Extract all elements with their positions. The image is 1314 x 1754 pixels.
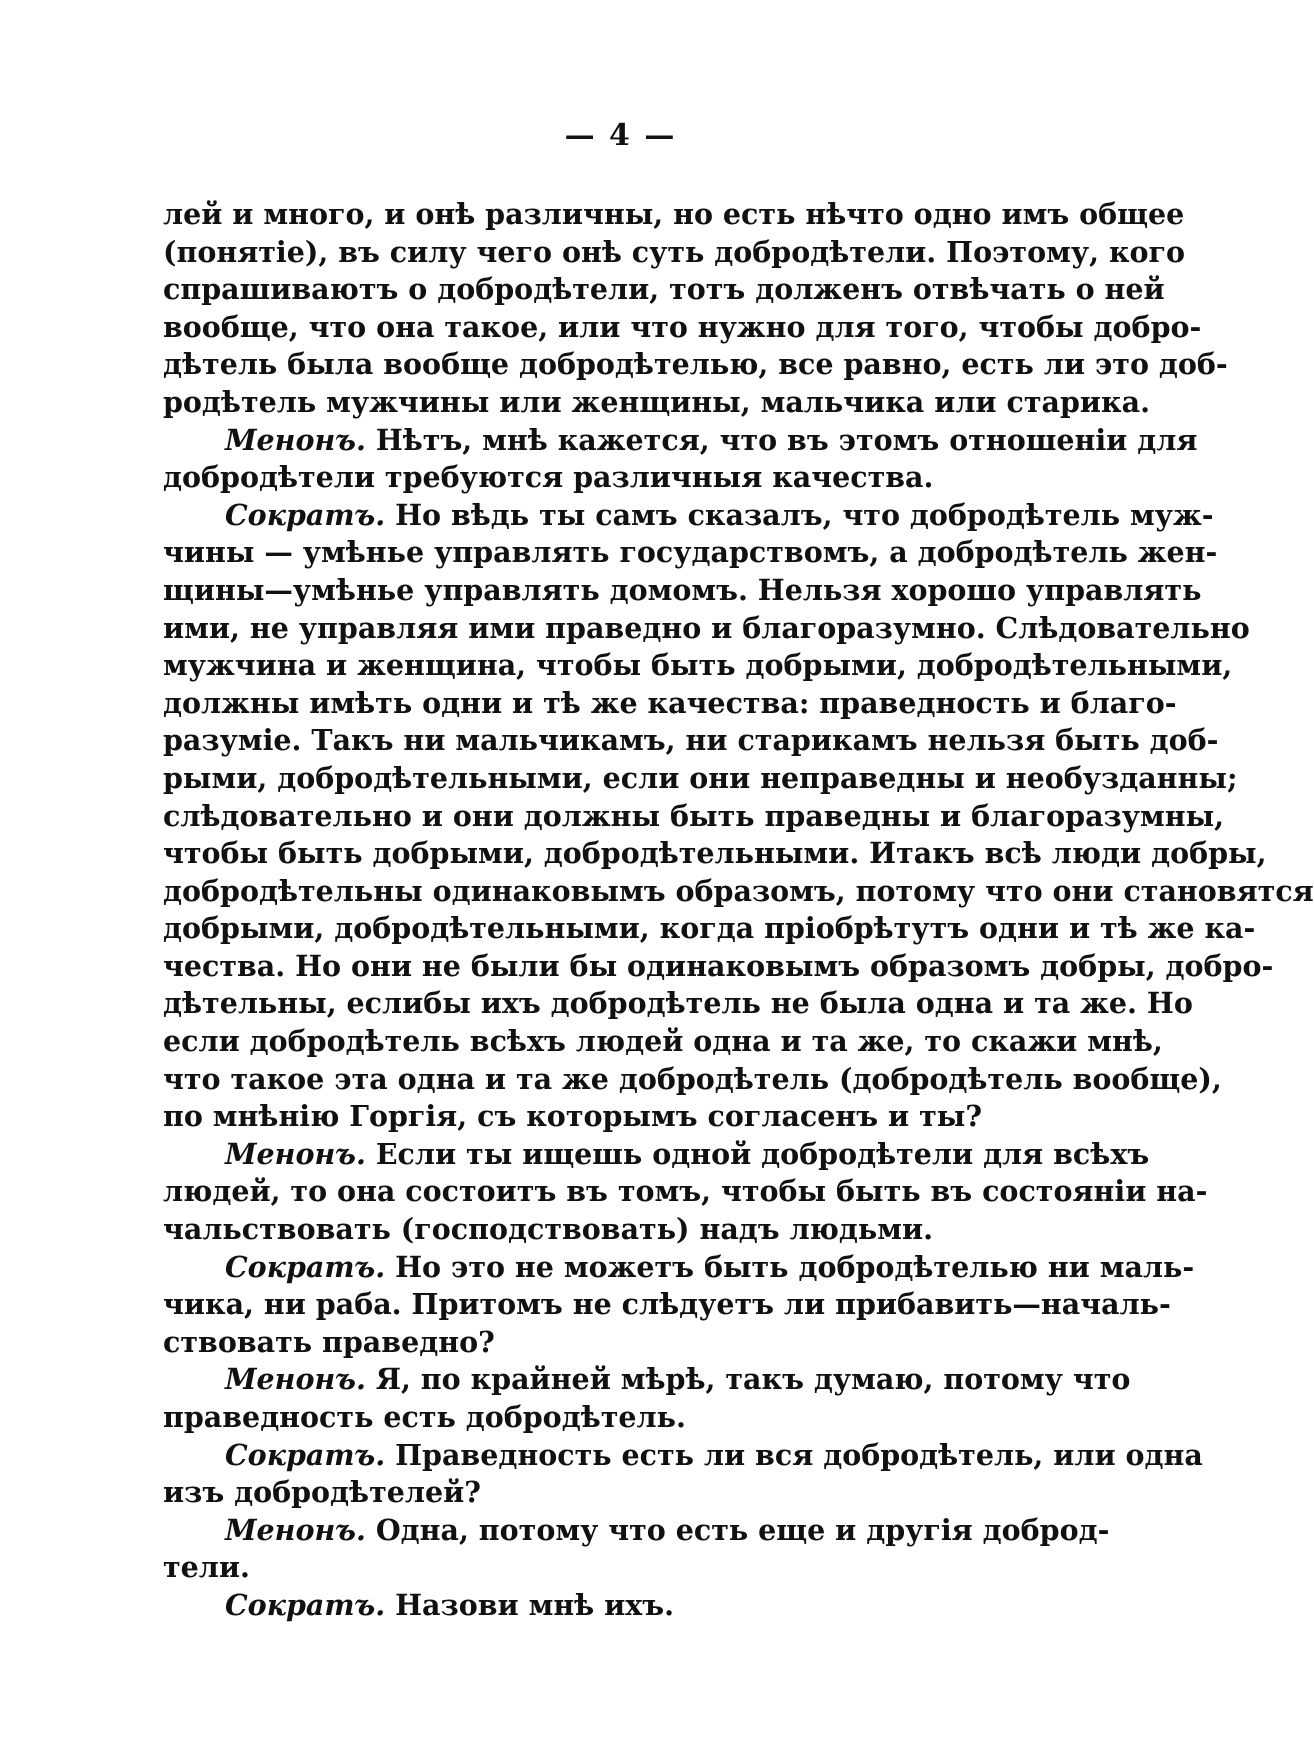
text-line: вообще, что она такое, или что нужно для того, чтобы добро-	[163, 309, 1202, 344]
text-line: лей и много, и онѣ различны, но есть нѣчто одно имъ общее	[163, 197, 1185, 231]
page-number: — 4 —	[564, 118, 677, 153]
text-line: Менонъ. Одна, потому что есть еще и другія доброд-	[225, 1512, 1110, 1547]
text-line: Менонъ. Нѣтъ, мнѣ кажется, что въ этомъ отношеніи для	[225, 422, 1198, 457]
text-line: Сократъ. Назови мнѣ ихъ.	[225, 1587, 675, 1622]
speaker-name: Сократъ.	[225, 1587, 386, 1622]
text-line: тели.	[163, 1550, 250, 1585]
text-line: слѣдовательно и они должны быть праведны и благоразумны,	[163, 798, 1225, 833]
text-line: ими, не управляя ими праведно и благоразумно. Слѣдовательно	[163, 610, 1250, 645]
text-line: Сократъ. Но это не можетъ быть добродѣтелью ни маль-	[225, 1249, 1195, 1284]
speaker-name: Сократъ.	[225, 1249, 386, 1284]
text-line: добрыми, добродѣтельными, когда пріобрѣтутъ одни и тѣ же ка-	[163, 911, 1256, 946]
text-line: чтобы быть добрыми, добродѣтельными. Итакъ всѣ люди добры,	[163, 836, 1267, 871]
text-line: праведность есть добродѣтель.	[163, 1400, 686, 1434]
speaker-name: Менонъ.	[225, 1512, 366, 1547]
text-line: родѣтель мужчины или женщины, мальчика или старика.	[163, 384, 1151, 419]
text-line: чика, ни раба. Притомъ не слѣдуетъ ли прибавить—началь-	[163, 1287, 1171, 1322]
text-line: дѣтельны, еслибы ихъ добродѣтель не была одна и та же. Но	[163, 986, 1193, 1021]
speaker-name: Менонъ.	[225, 1362, 366, 1397]
text-line: Сократъ. Но вѣдь ты самъ сказалъ, что добродѣтель муж-	[225, 497, 1214, 532]
text-line: Менонъ. Если ты ищешь одной добродѣтели для всѣхъ	[225, 1136, 1150, 1171]
speaker-name: Менонъ.	[225, 1136, 366, 1171]
text-line: щины—умѣнье управлять домомъ. Нельзя хорошо управлять	[163, 572, 1202, 607]
speaker-name: Сократъ.	[225, 497, 386, 532]
text-line: чества. Но они не были бы одинаковымъ образомъ добры, добро-	[163, 948, 1274, 983]
text-line: должны имѣть одни и тѣ же качества: праведность и благо-	[163, 685, 1177, 720]
text-line: людей, то она состоитъ въ томъ, чтобы быть въ состояніи на-	[163, 1174, 1208, 1209]
text-line: чины — умѣнье управлять государствомъ, а добродѣтель жен-	[163, 535, 1218, 570]
text-line: что такое эта одна и та же добродѣтель (добродѣтель вообще),	[163, 1061, 1222, 1096]
text-line: чальствовать (господствовать) надъ людьми.	[163, 1212, 934, 1247]
text-line: (понятіе), въ силу чего онѣ суть добродѣтели. Поэтому, кого	[163, 234, 1186, 269]
text-line: по мнѣнію Горгія, съ которымъ согласенъ и ты?	[163, 1099, 983, 1134]
text-line: добродѣтели требуются различныя качества.	[163, 460, 934, 495]
text-line: добродѣтельны одинаковымъ образомъ, потому что они становятся	[163, 873, 1314, 908]
text-line: разуміе. Такъ ни мальчикамъ, ни старикамъ нельзя быть доб-	[163, 723, 1219, 758]
text-line: дѣтель была вообще добродѣтелью, все равно, есть ли это доб-	[163, 347, 1228, 382]
text-line: спрашиваютъ о добродѣтели, тотъ долженъ отвѣчать о ней	[163, 272, 1165, 307]
speaker-name: Сократъ.	[225, 1437, 386, 1472]
body-text	[163, 196, 1314, 1625]
text-line: Сократъ. Праведность есть ли вся добродѣтель, или одна	[225, 1437, 1203, 1472]
text-line: рыми, добродѣтельными, если они неправедны и необузданны;	[163, 760, 1238, 795]
text-line: мужчина и женщина, чтобы быть добрыми, добродѣтельными,	[163, 648, 1233, 683]
text-line: изъ добродѣтелей?	[163, 1475, 481, 1510]
text-line: Менонъ. Я, по крайней мѣрѣ, такъ думаю, потому что	[225, 1362, 1131, 1397]
speaker-name: Менонъ.	[225, 422, 366, 457]
text-line: если добродѣтель всѣхъ людей одна и та же, то скажи мнѣ,	[163, 1024, 1163, 1059]
text-line: ствовать праведно?	[163, 1324, 495, 1359]
